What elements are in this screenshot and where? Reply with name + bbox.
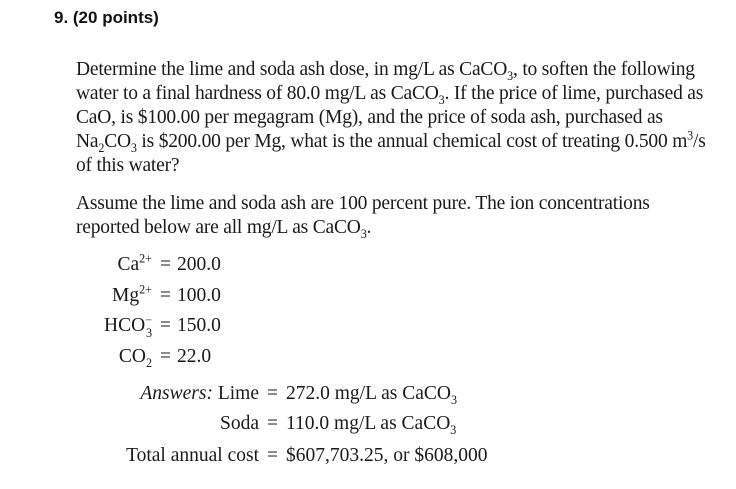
- answer-total-cost-row: Total annual cost = $607,703.25, or $608,000: [126, 445, 488, 466]
- ion-row-carbon-dioxide: $CO_2$ = 22.0: [118, 346, 212, 370]
- ion-value: 150.0: [177, 315, 221, 336]
- soda-dose-value: 110.0 mg/L as CaCO$_3$: [286, 413, 457, 437]
- ion-value: 100.0: [177, 285, 221, 306]
- ion-row-magnesium: $Mg^{2+}$ = 100.0: [112, 282, 221, 306]
- ion-value: 200.0: [177, 254, 221, 275]
- assumption-statement: Assume the lime and soda ash are 100 percent pure. The ion concentrations reported below are all mg/L as CaCO$_3$.: [76, 193, 650, 241]
- total-cost-value: $607,703.25, or $608,000: [286, 445, 488, 466]
- answer-soda-row: Soda = 110.0 mg/L as CaCO$_3$: [220, 413, 457, 437]
- answer-lime-row: Answers: Lime = 272.0 mg/L as CaCO$_3$: [140, 383, 458, 407]
- problem-statement: Determine the lime and soda ash dose, in mg/L as CaCO$_3$, to soften the following water to a final hardness of 80.0 mg/L as CaCO$_3$. If the price of lime, purchased as CaO, is $100.00 per megagram (Mg), and the price of soda ash, purchased as $Na_2CO_3$ is $200.00 per Mg, what is the annual chemical cost of treating 0.500 $m^3/s$ of this water?: [76, 59, 706, 176]
- problem-heading: 9. (20 points): [54, 8, 159, 27]
- lime-dose-value: 272.0 mg/L as CaCO$_3$: [286, 383, 458, 407]
- answers-label: Answers:: [140, 383, 213, 404]
- ion-row-bicarbonate: HCO − 3 = 150.0: [104, 313, 221, 340]
- ion-value: 22.0: [177, 346, 212, 367]
- ion-row-calcium: $Ca^{2+}$ = 200.0: [117, 251, 221, 275]
